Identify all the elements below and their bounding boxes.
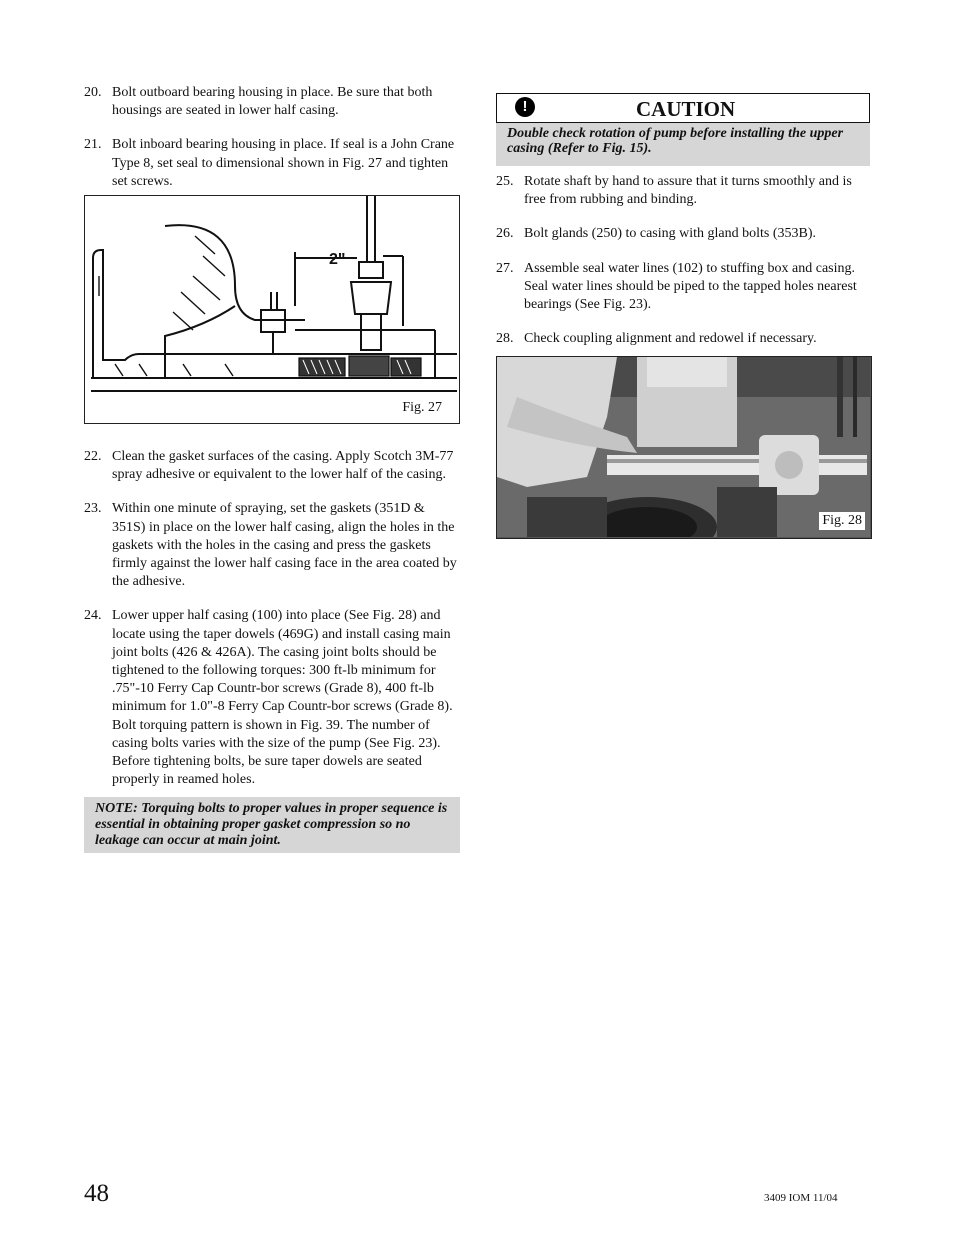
step-25	[496, 173, 872, 209]
step-text: Assemble seal water lines (102) to stuffing box and casing. Seal water lines should be piped to the tapped holes nearest bearings (See Fig. 23).	[524, 260, 857, 313]
step-27	[496, 260, 872, 315]
dimension-label: 2"	[329, 251, 346, 269]
right-column	[496, 93, 872, 539]
document-footer: 3409 IOM 11/04	[764, 1192, 838, 1204]
step-text: Bolt outboard bearing housing in place. Be sure that both housings are seated in lower half casing.	[112, 85, 433, 119]
figure-27	[84, 195, 460, 424]
step-text: Rotate shaft by hand to assure that it turns smoothly and is free from rubbing and binding.	[524, 174, 852, 208]
exclamation-icon: !	[515, 97, 535, 117]
step-28	[496, 330, 872, 348]
step-26	[496, 225, 872, 243]
left-column	[84, 84, 460, 853]
step-23	[84, 500, 460, 591]
step-number: 21.	[84, 137, 102, 153]
step-text: Lower upper half casing (100) into place (See Fig. 28) and locate using the taper dowels (469G) and install casing main joint bolts (426 & 426A). The casing joint bolts should be tightened to the following torques: 300 ft-lb minimum for .75"-10 Ferry Cap Countr-bor screws (Grade 8), 400 ft-lb minimum for 1.0"-8 Ferry Cap Countr-bor screws (Grade 8). Bolt torquing pattern is shown in Fig. 39. The number of casing bolts varies with the size of the pump (See Fig. 23). Before tightening bolts, be sure taper dowels are seated properly in reamed holes.	[112, 608, 453, 788]
step-number: 28.	[496, 331, 514, 347]
caution-text: Double check rotation of pump before installing the upper casing (Refer to Fig. 15).	[496, 123, 870, 166]
figure-caption: Fig. 28	[819, 512, 865, 530]
torque-note: NOTE: Torquing bolts to proper values in proper sequence is essential in obtaining proper gasket compression so no leakage can occur at main joint.	[84, 797, 460, 853]
step-text: Bolt inboard bearing housing in place. If seal is a John Crane Type 8, set seal to dimensional shown in Fig. 27 and tighten set screws.	[112, 137, 455, 189]
figure-28	[496, 356, 872, 539]
step-number: 27.	[496, 260, 514, 276]
step-number: 20.	[84, 85, 102, 100]
step-text: Clean the gasket surfaces of the casing. Apply Scotch 3M-77 spray adhesive or equivalent to the lower half of the casing.	[112, 449, 454, 483]
step-text: Within one minute of spraying, set the gaskets (351D & 351S) in place on the lower half casing, align the holes in the gaskets with the holes in the casing and press the gaskets firmly against the lower half casing face in the area coated by the adhesive.	[112, 501, 457, 590]
step-21	[84, 136, 460, 191]
caution-title: CAUTION	[636, 97, 736, 121]
caution-header	[496, 93, 870, 123]
step-number: 24.	[84, 608, 102, 624]
page-number: 48	[84, 1180, 109, 1207]
figure-caption: Fig. 27	[399, 399, 445, 417]
pump-assembly-photo	[497, 357, 870, 537]
step-24	[84, 607, 460, 789]
step-number: 22.	[84, 449, 102, 465]
step-number: 23.	[84, 501, 102, 517]
step-20	[84, 84, 460, 120]
step-text: Check coupling alignment and redowel if necessary.	[524, 331, 817, 347]
step-text: Bolt glands (250) to casing with gland bolts (353B).	[524, 226, 817, 242]
seal-setting-diagram	[85, 196, 458, 422]
step-number: 25.	[496, 174, 514, 189]
step-number: 26.	[496, 226, 514, 242]
step-22	[84, 448, 460, 484]
